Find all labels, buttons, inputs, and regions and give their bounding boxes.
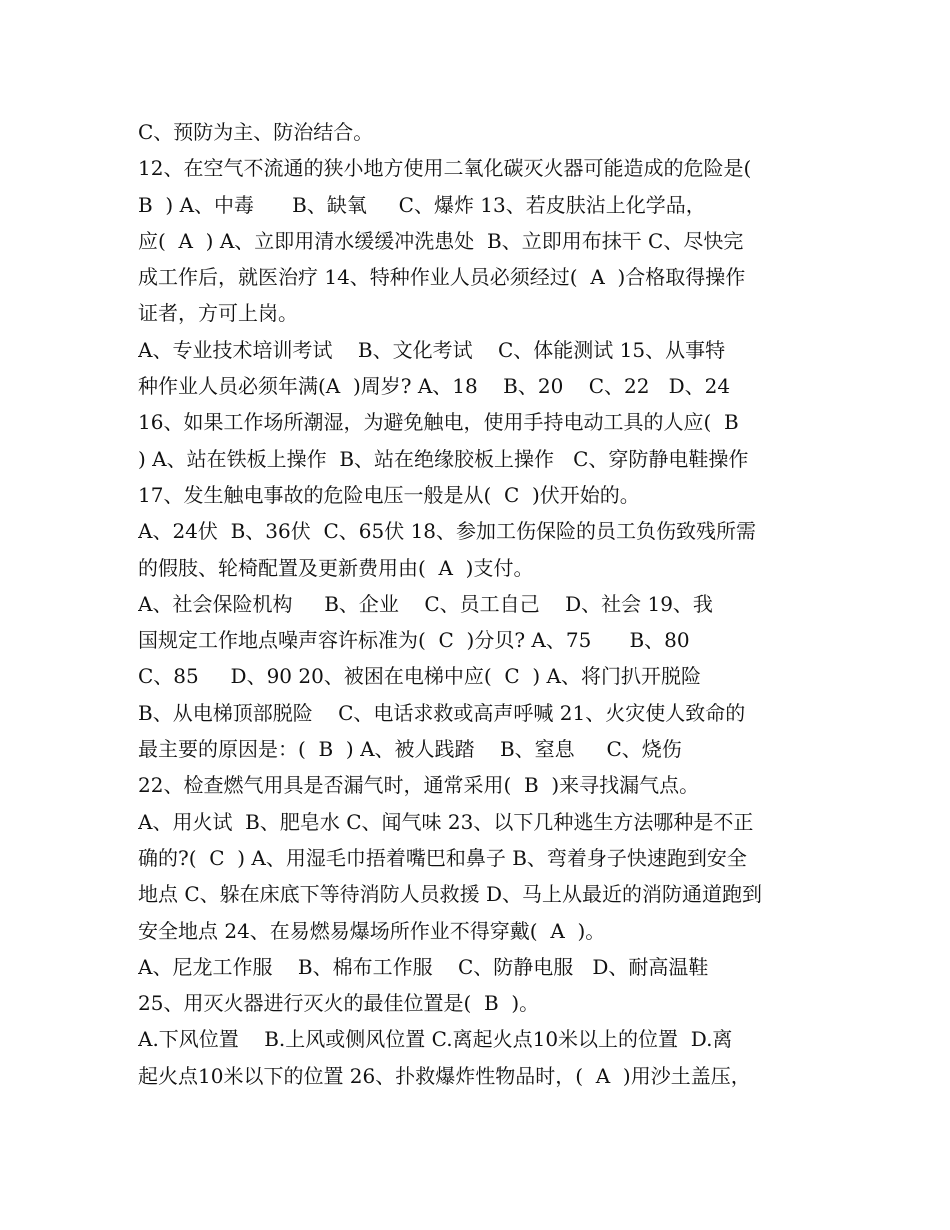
text-line: 地点 C、躲在床底下等待消防人员救援 D、马上从最近的消防通道跑到 xyxy=(138,882,763,907)
text-line: 起火点10米以下的位置 26、扑救爆炸性物品时，( A )用沙土盖压， xyxy=(138,1063,751,1088)
text-line: B、从电梯顶部脱险 C、电话求救或高声呼喊 21、火灾使人致命的 xyxy=(138,700,746,725)
text-line: 种作业人员必须年满(A )周岁? A、18 B、20 C、22 D、24 xyxy=(138,374,731,399)
text-line: 17、发生触电事故的危险电压一般是从( C )伏开始的。 xyxy=(138,482,640,507)
text-line: 16、如果工作场所潮湿，为避免触电，使用手持电动工具的人应( B xyxy=(138,410,739,435)
text-line: 应( A ) A、立即用清水缓缓冲洗患处 B、立即用布抹干 C、尽快完 xyxy=(138,228,744,253)
question-text-body xyxy=(138,114,818,1094)
text-line: A、24伏 B、36伏 C、65伏 18、参加工伤保险的员工负伤致残所需 xyxy=(138,519,757,544)
text-line: 成工作后，就医治疗 14、特种作业人员必须经过( A )合格取得操作 xyxy=(138,265,746,290)
text-line: A、社会保险机构 B、企业 C、员工自己 D、社会 19、我 xyxy=(138,591,713,616)
text-line: A、专业技术培训考试 B、文化考试 C、体能测试 15、从事特 xyxy=(138,337,726,362)
text-line: 12、在空气不流通的狭小地方使用二氧化碳灭火器可能造成的危险是( xyxy=(138,156,752,181)
text-line: ) A、站在铁板上操作 B、站在绝缘胶板上操作 C、穿防静电鞋操作 xyxy=(138,446,749,471)
text-line: 22、检查燃气用具是否漏气时，通常采用( B )来寻找漏气点。 xyxy=(138,773,700,798)
text-line: 确的?( C ) A、用湿毛巾捂着嘴巴和鼻子 B、弯着身子快速跑到安全 xyxy=(138,845,747,870)
text-line: 的假肢、轮椅配置及更新费用由( A )支付。 xyxy=(138,555,534,580)
text-line: 25、用灭火器进行灭火的最佳位置是( B )。 xyxy=(138,991,540,1016)
text-line: A.下风位置 B.上风或侧风位置 C.离起火点10米以上的位置 D.离 xyxy=(138,1027,733,1052)
text-line: 国规定工作地点噪声容许标准为( C )分贝? A、75 B、80 xyxy=(138,628,690,653)
text-line: C、85 D、90 20、被困在电梯中应( C ) A、将门扒开脱险 xyxy=(138,664,701,689)
text-line: B ) A、中毒 B、缺氧 C、爆炸 13、若皮肤沾上化学品， xyxy=(138,192,706,217)
text-line: A、尼龙工作服 B、棉布工作服 C、防静电服 D、耐高温鞋 xyxy=(138,954,709,979)
text-line: 安全地点 24、在易燃易爆场所作业不得穿戴( A )。 xyxy=(138,918,606,943)
text-line: 最主要的原因是：( B ) A、被人践踏 B、窒息 C、烧伤 xyxy=(138,737,682,762)
text-line: A、用火试 B、肥皂水 C、闻气味 23、以下几种逃生方法哪种是不正 xyxy=(138,809,754,834)
text-line: 证者，方可上岗。 xyxy=(138,301,298,326)
text-line: C、预防为主、防治结合。 xyxy=(138,120,374,144)
